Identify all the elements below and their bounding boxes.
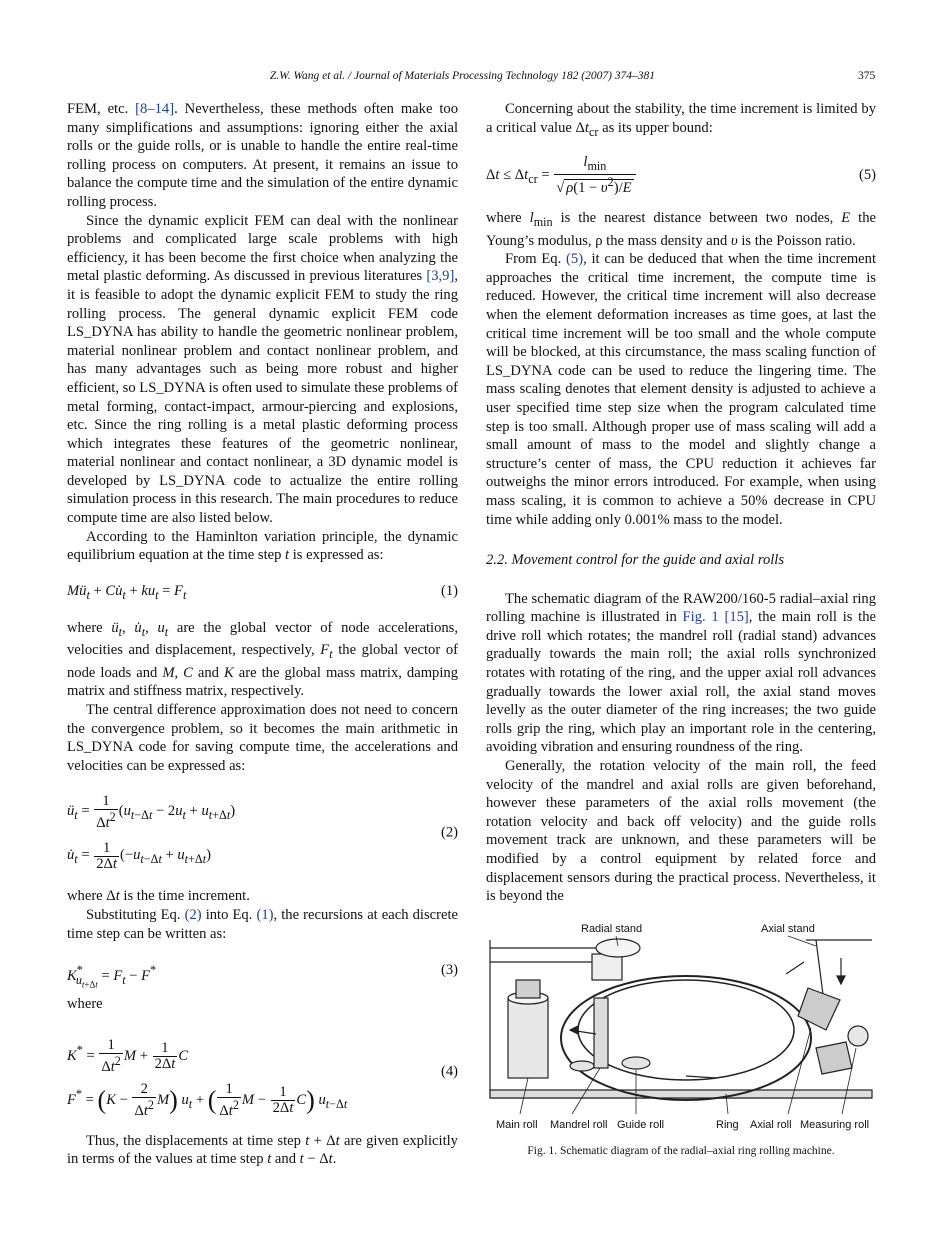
equation-1: $Mü_t$ + $Cu̇_t + ku_t = F_t$ (1) (67, 579, 458, 603)
paragraph: Thus, the displacements at time step t + Δt are given explicitly in terms of the values at time step t and t − Δt. (67, 1132, 458, 1168)
mandrel-roll-shape (594, 998, 608, 1068)
figure-1 (486, 918, 876, 1141)
guide-roll-shape-2 (570, 1061, 594, 1071)
radial-stand-shape (592, 954, 622, 980)
arrow-head (837, 976, 845, 984)
guide-roll-shape (622, 1057, 650, 1069)
label-main-roll: Main roll (496, 1119, 538, 1131)
main-roll-shaft (516, 980, 540, 998)
citation-link[interactable]: [15] (724, 609, 749, 626)
paragraph: where $ü_t$, $u̇_t$, $u_t$ are the global vector of node accelerations, velocities and displacement, respectively, $F_t$ the global vector of node loads and M, C and K are the global mass matrix, damping matrix and stiffness matrix, respectively. (67, 619, 458, 700)
motion-arrow (686, 1076, 716, 1078)
radial-stand-disc (596, 939, 640, 957)
main-roll-shape (508, 998, 548, 1078)
figure-link[interactable]: Fig. 1 (682, 609, 719, 626)
label-axial-roll: Axial roll (750, 1119, 792, 1131)
ring-inner (578, 980, 794, 1080)
equation-link[interactable]: (5) (566, 251, 584, 268)
citation-link[interactable]: [3,9] (426, 268, 455, 285)
axial-roll-upper (798, 988, 840, 1030)
equation-3: $K^*_{u_{t+\Delta t}} = F_t - F^*$ (3) (67, 957, 458, 983)
right-column (486, 100, 876, 906)
equation-number: (2) (440, 825, 458, 842)
axial-roll-lower (816, 1042, 852, 1074)
section-heading: 2.2. Movement control for the guide and axial rolls (486, 552, 785, 569)
base-plate (490, 1090, 872, 1098)
equation-link[interactable]: (2) (184, 907, 202, 923)
equation-link[interactable]: (1) (256, 907, 274, 923)
label-mandrel-roll: Mandrel roll (550, 1119, 608, 1131)
citation-link[interactable]: [8–14] (135, 101, 175, 117)
paragraph: Concerning about the stability, the time increment is limited by a critical value $\Delta t_{cr}$ as its upper bound: (486, 101, 876, 139)
equation-number: (4) (440, 1063, 458, 1080)
paragraph: From Eq. (5), it can be deduced that when the time increment approaches the critical time increment, the compute time is reduced. However, the critical time increment will also decrease when the element deformation increases as time goes, at last the critical time increment will be too small and the whole compute will be blocked, at this circumstance, the mass scaling function of LS_DYNA code can be used to reduce the lingering time. The mass scaling denotes that element density is adjusted to achieve a user specified time step size when the program calculated time step is too small. Although proper use of mass scaling will add a small amount of mass to the model and slightly change a structure’s center of mass, the CPU reduction it achieves far outweighs the minor errors introduced. For example, when using mass scaling, it is common to achieve a 50% decrease in CPU time while adding only 0.001% mass to the model. (486, 251, 876, 528)
figure-caption: Fig. 1. Schematic diagram of the radial–axial ring rolling machine. (527, 1145, 835, 1157)
equation-number: (5) (858, 167, 876, 184)
leader-line (788, 936, 816, 946)
paragraph: Generally, the rotation velocity of the main roll, the feed velocity of the mandrel and axial rolls are given beforehand, however these parameters of the axial rolls movement (the rotation velocity and back off velocity) and the guide rolls movement track are unknown, and these parameters will be modified by a control equipment by related force and displacement sensors during the practical process. Nevertheless, it is beyond the (486, 758, 876, 905)
measuring-roll-shape (848, 1026, 868, 1046)
paragraph: FEM, etc. [8–14]. Nevertheless, these methods often make too many simplifications and assumptions: ignoring either the axial rolls or the guide rolls, or is unable to handle the entire real-time rolling process on computers. At present, it remains an issue to balance the compute time and the simulation of the entire dynamic rolling process. (67, 101, 458, 210)
page-number: 375 (858, 70, 876, 82)
arrow-head (570, 1026, 578, 1034)
paragraph: The schematic diagram of the RAW200/160-5 radial–axial ring rolling machine is illustrated in Fig. 1 [15], the main roll is the drive roll which rotates; the mandrel roll (radial stand) advances gradually towards the main roll; the axial rolls synchronized rotates with rotating of the ring, and the upper axial roll advances gradually towards the lower axial roll, the axial stand moves levelly as the outer diameter of the ring increases; the two guide rolls grip the ring, which play an important role in the centering, avoiding vibration and ensuring roundness of the ring. (486, 590, 876, 756)
equation-number: (1) (440, 582, 458, 599)
paragraph: According to the Haminlton variation principle, the dynamic equilibrium equation at the time step t is expressed as: (67, 528, 458, 564)
motion-arrow (786, 962, 804, 974)
ring-rolling-diagram (486, 918, 876, 1136)
label-guide-roll: Guide roll (617, 1119, 665, 1131)
label-measuring-roll: Measuring roll (800, 1119, 870, 1131)
running-title: Z.W. Wang et al. / Journal of Materials Processing Technology 182 (2007) 374–381 (269, 70, 656, 82)
equation-4: K* = $\frac{1}{\Delta t^2}$ M + $\frac{1}{2\Delta t}$ C F* = (K − $\frac{2}{\Delta t^2}$ M) $u_t$ + ( $\frac{1}{\Delta t^2}$ M − $\frac{1}{2\Delta t}$ C) $u_{t-\Delta t}$ (4) (67, 1036, 458, 1119)
paragraph: Since the dynamic explicit FEM can deal with the nonlinear problems and complicated large scale problems with high efficiency, it has been become the first choice when analyzing the metal plastic deforming. As discussed in previous literatures [3,9], it is feasible to adopt the dynamic explicit FEM to study the ring rolling process. The general dynamic explicit FEM code LS_DYNA has ability to handle the geometric nonlinear problem, material nonlinear problem and contact nonlinear problem, and has many advantages such as being more robust and higher efficient, so LS_DYNA is often used to simulate these problems of metal forming, contact-impact, armour-piercing and explosions, etc. Since the ring rolling is a metal plastic deforming process which integrates these features of the geometric nonlinear, material nonlinear and contact nonlinear, a 3D dynamic model is developed by LS_DYNA code to actualize the entire rolling simulation process in this research. The main procedures to reduce compute time are also listed below. (67, 212, 458, 527)
equation-5: $\Delta t \le \Delta t_{cr}$ = $\frac{l_{min}}{√ \rho(1 - \upsilon^2)/E}$ (5) (486, 154, 876, 197)
label-ring: Ring (716, 1119, 739, 1131)
paragraph: where Δt is the time increment. (67, 888, 250, 905)
label-axial-stand: Axial stand (761, 923, 815, 935)
equation-number: (3) (440, 962, 458, 979)
paragraph: Substituting Eq. (2) into Eq. (1), the recursions at each discrete time step can be written as: (67, 907, 459, 942)
where-label: where (67, 996, 103, 1013)
paragraph: The central difference approximation does not need to concern the convergence problem, so it becomes the main arithmetic in LS_DYNA code for saving compute time, the accelerations and velocities can be expressed as: (67, 702, 458, 774)
label-radial-stand: Radial stand (581, 923, 643, 935)
paragraph: where $l_{min}$ is the nearest distance between two nodes, E the Young’s modulus, ρ the mass density and υ is the Poisson ratio. (486, 210, 876, 249)
equation-2: $ü_t$ = $\frac{1}{\Delta t^2}$ $(u_{t-\Delta t} - 2u_t + u_{t+\Delta t})$ $u̇_t$ = $\frac{1}{2\Delta t}$ $(-u_{t-\Delta t} + u_{t+\Delta t})$ (2) (67, 792, 458, 872)
left-column (67, 100, 458, 1169)
